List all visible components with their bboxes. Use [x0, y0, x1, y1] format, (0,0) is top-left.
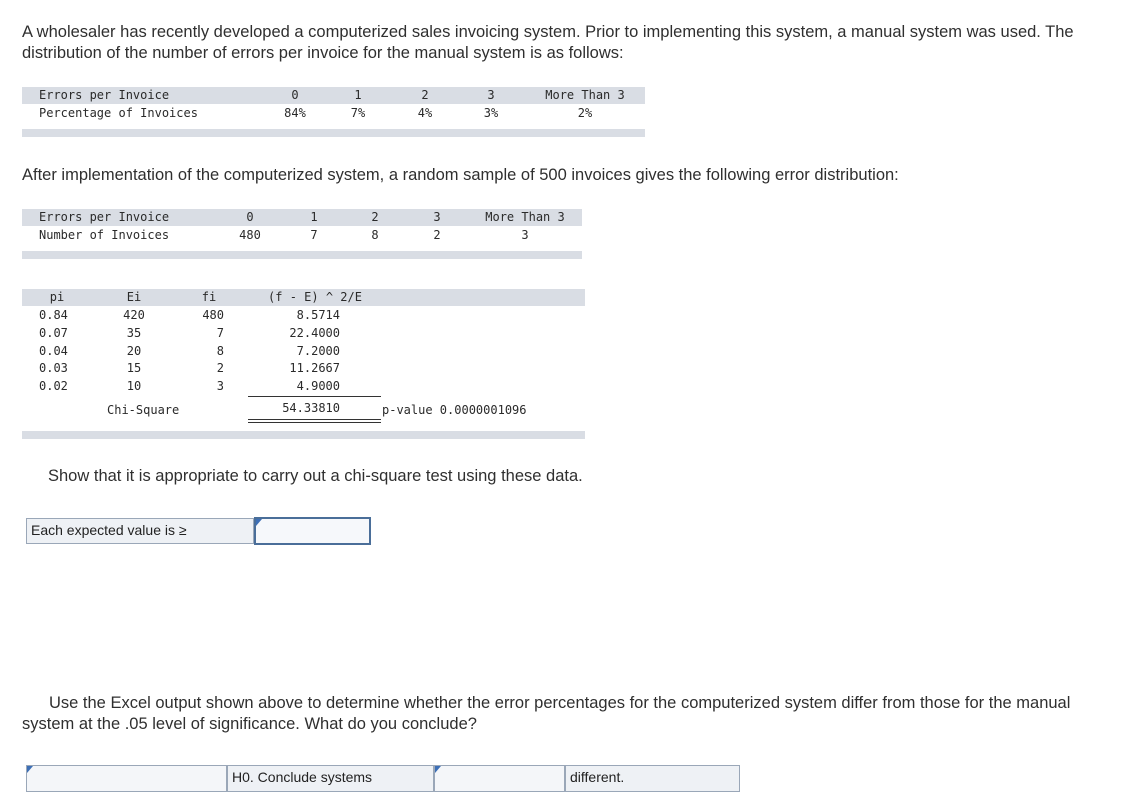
question-conclude: Use the Excel output shown above to determine whether the error percentages for the computerized system differ from those for the manual system at the .05 level of significance. What do you conclude?: [22, 694, 1071, 733]
chi-fe: 8.5714: [296, 308, 340, 322]
chi-pi: 0.07: [39, 326, 68, 340]
expected-value-input[interactable]: [254, 517, 371, 545]
chi-ei: 420: [123, 308, 145, 322]
double-rule-bottom: [248, 422, 381, 423]
conclusion-label-2: different.: [565, 765, 740, 792]
chi-fe: 4.9000: [296, 379, 340, 393]
computer-value-4: 3: [521, 228, 529, 242]
conclusion-label-1: H0. Conclude systems: [227, 765, 434, 792]
chi-pi: 0.02: [39, 379, 68, 393]
computer-row1-label: Errors per Invoice: [39, 210, 170, 224]
computer-value-2: 8: [371, 228, 379, 242]
chi-fi: 480: [202, 308, 224, 322]
manual-table-bottom-band: [22, 129, 645, 137]
chi-ei: 35: [126, 326, 142, 340]
manual-header-4: More Than 3: [545, 88, 625, 102]
chi-fe: 22.4000: [289, 326, 340, 340]
manual-value-2: 4%: [417, 106, 433, 120]
manual-row2-label: Percentage of Invoices: [39, 106, 198, 120]
chi-fe: 7.2000: [296, 344, 340, 358]
computer-header-3: 3: [433, 210, 441, 224]
manual-value-3: 3%: [483, 106, 499, 120]
computer-header-0: 0: [246, 210, 254, 224]
intro-paragraph: A wholesaler has recently developed a computerized sales invoicing system. Prior to implementing this system, a manual system was used. The distribution of the number of errors per invoice for the manual system is as follows:: [22, 23, 1074, 62]
double-rule-top: [248, 419, 381, 420]
computer-header-1: 1: [310, 210, 318, 224]
manual-value-1: 7%: [350, 106, 366, 120]
manual-row1-label: Errors per Invoice: [39, 88, 170, 102]
expected-value-label: Each expected value is ≥: [26, 518, 254, 544]
chi-fi: 3: [216, 379, 224, 393]
sum-rule: [248, 396, 381, 397]
after-paragraph: After implementation of the computerized system, a random sample of 500 invoices gives the following error distribution:: [22, 166, 899, 184]
select-marker-icon: [27, 766, 33, 773]
chi-ei: 20: [126, 344, 142, 358]
chi-header-fi: fi: [201, 290, 217, 304]
computer-header-2: 2: [371, 210, 379, 224]
computer-header-4: More Than 3: [485, 210, 565, 224]
chi-square-value: 54.33810: [282, 401, 340, 415]
chi-header-fe: (f - E) ^ 2/E: [268, 290, 362, 304]
manual-header-3: 3: [487, 88, 495, 102]
chi-pi: 0.03: [39, 361, 68, 375]
input-marker-icon: [256, 519, 262, 526]
conclusion-select-1[interactable]: [26, 765, 227, 792]
chi-square-label: Chi-Square: [107, 403, 180, 417]
manual-value-0: 84%: [284, 106, 306, 120]
chi-ei: 10: [126, 379, 142, 393]
chi-fe: 11.2667: [289, 361, 340, 375]
chi-fi: 8: [216, 344, 224, 358]
chi-header-pi: pi: [49, 290, 65, 304]
manual-header-0: 0: [291, 88, 299, 102]
question-appropriate: Show that it is appropriate to carry out a chi-square test using these data.: [48, 467, 583, 485]
computer-value-1: 7: [310, 228, 318, 242]
chi-fi: 2: [216, 361, 224, 375]
p-value: p-value 0.0000001096: [382, 403, 527, 417]
select-marker-icon: [435, 766, 441, 773]
chi-pi: 0.04: [39, 344, 68, 358]
chi-header-ei: Ei: [126, 290, 142, 304]
computer-value-3: 2: [433, 228, 441, 242]
conclusion-select-2[interactable]: [434, 765, 565, 792]
manual-header-2: 2: [421, 88, 429, 102]
computer-row2-label: Number of Invoices: [39, 228, 170, 242]
computer-table-bottom-band: [22, 251, 582, 259]
manual-value-4: 2%: [577, 106, 593, 120]
chi-pi: 0.84: [39, 308, 68, 322]
chi-fi: 7: [216, 326, 224, 340]
chi-table-bottom-band: [22, 431, 585, 439]
manual-header-1: 1: [354, 88, 362, 102]
computer-value-0: 480: [239, 228, 261, 242]
chi-ei: 15: [126, 361, 142, 375]
